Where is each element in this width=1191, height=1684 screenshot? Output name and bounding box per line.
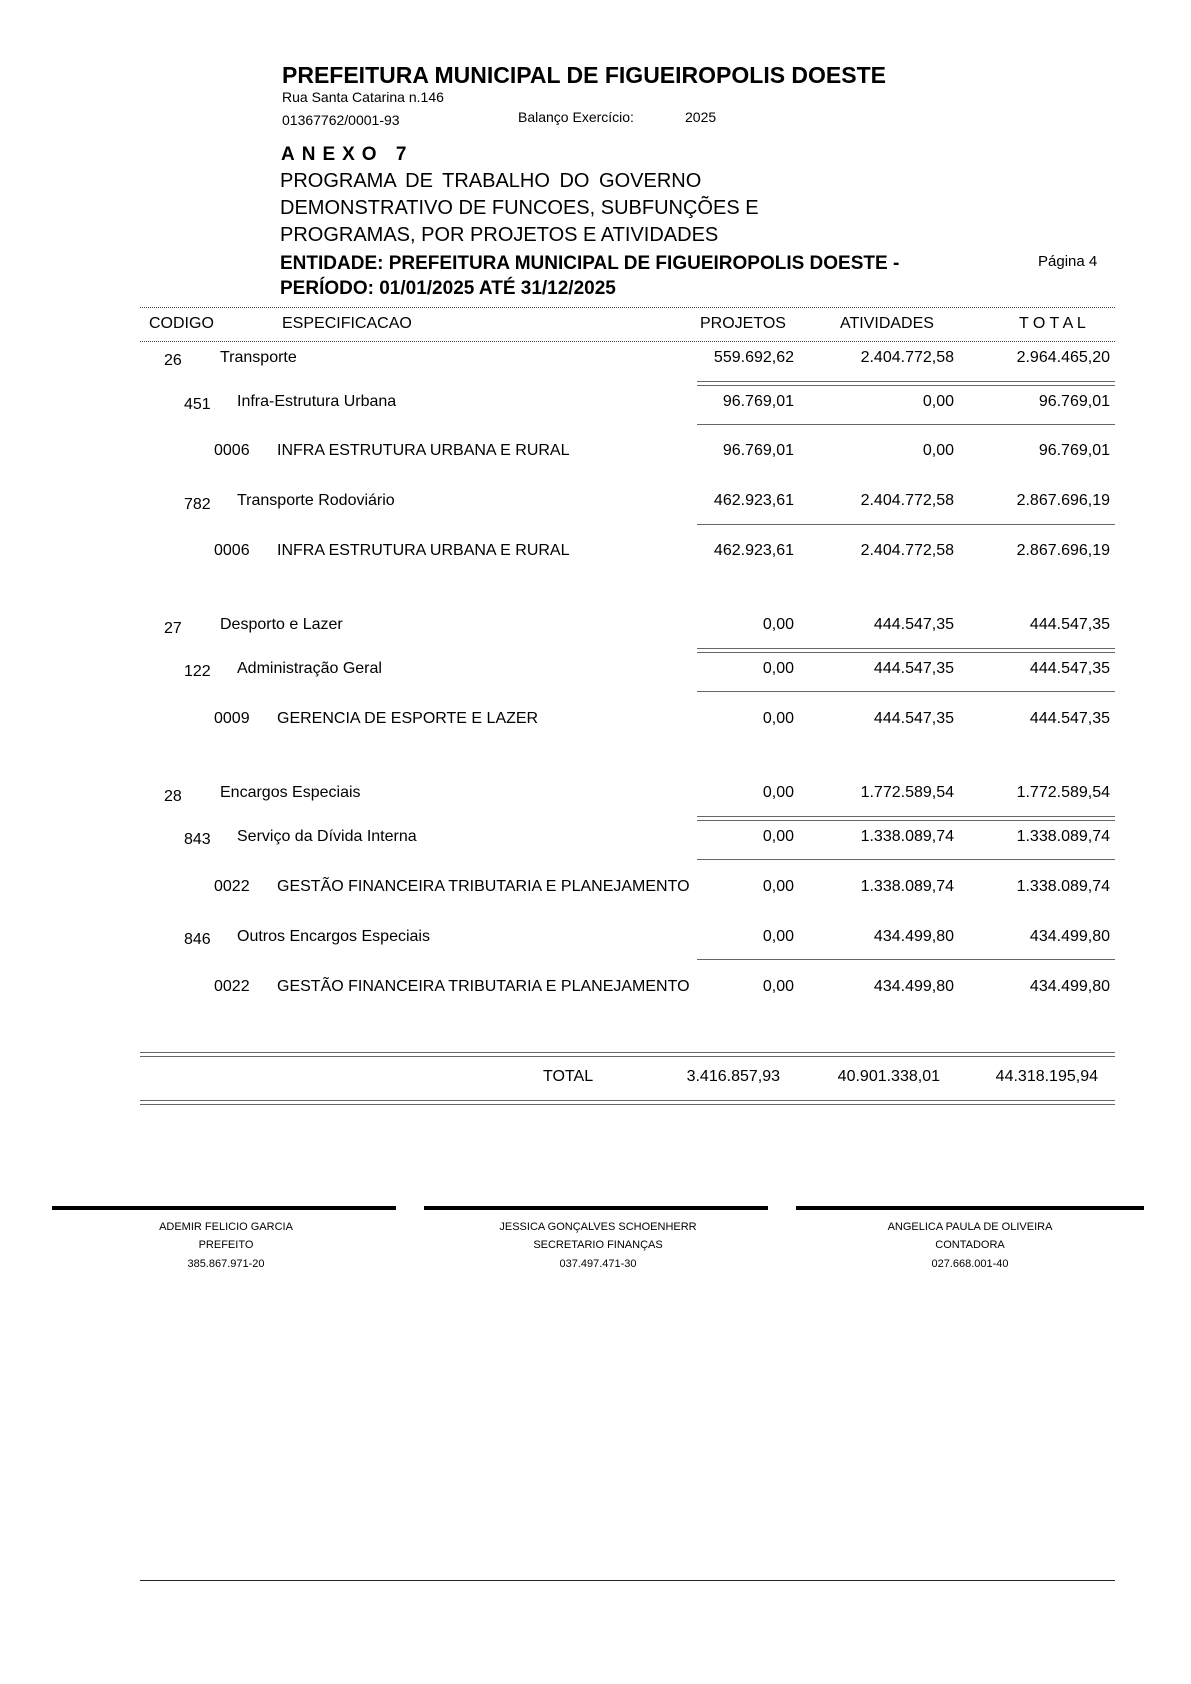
row-code: 26 <box>164 352 182 369</box>
totals-bottom-rule <box>140 1100 1115 1105</box>
row-total: 1.338.089,74 <box>1016 828 1110 845</box>
col-projects: PROJETOS <box>700 315 786 332</box>
exercise-year: 2025 <box>685 109 717 125</box>
row-desc: Desporto e Lazer <box>220 616 343 633</box>
header-bottom-rule <box>140 341 1115 342</box>
row-atividades: 1.338.089,74 <box>860 878 954 895</box>
signature-role: PREFEITO <box>198 1239 254 1251</box>
exercise-label: Balanço Exercício: <box>518 109 634 125</box>
signature-id: 385.867.971-20 <box>187 1258 265 1270</box>
signature-line <box>424 1206 768 1210</box>
row-code: 122 <box>184 663 211 680</box>
row-code: 843 <box>184 831 211 848</box>
row-total: 2.964.465,20 <box>1016 349 1110 366</box>
row-atividades: 444.547,35 <box>873 660 954 677</box>
row-rule <box>697 424 1115 425</box>
row-desc: GERENCIA DE ESPORTE E LAZER <box>277 710 539 727</box>
signature-role: SECRETARIO FINANÇAS <box>533 1239 663 1251</box>
signature-line <box>52 1206 396 1210</box>
totals-top-rule <box>140 1052 1115 1057</box>
col-code: CODIGO <box>149 315 214 332</box>
totals-projetos: 3.416.857,93 <box>686 1068 780 1085</box>
subtitle-1: PROGRAMA DE TRABALHO DO GOVERNO <box>280 170 702 192</box>
cnpj: 01367762/0001-93 <box>282 112 400 128</box>
signature-name: ANGELICA PAULA DE OLIVEIRA <box>887 1221 1053 1233</box>
page-title: PREFEITURA MUNICIPAL DE FIGUEIROPOLIS DOESTE <box>282 62 887 88</box>
row-total: 2.867.696,19 <box>1016 492 1110 509</box>
signature-name: JESSICA GONÇALVES SCHOENHERR <box>499 1221 697 1233</box>
row-projetos: 0,00 <box>762 616 794 633</box>
row-atividades: 434.499,80 <box>873 928 954 945</box>
row-projetos: 0,00 <box>762 710 794 727</box>
row-total: 96.769,01 <box>1038 393 1110 410</box>
row-desc: INFRA ESTRUTURA URBANA E RURAL <box>277 542 570 559</box>
row-rule <box>697 524 1115 525</box>
footer-rule <box>140 1580 1115 1581</box>
signature-line <box>796 1206 1144 1210</box>
totals-label: TOTAL <box>543 1068 594 1085</box>
row-total: 2.867.696,19 <box>1016 542 1110 559</box>
row-projetos: 0,00 <box>762 978 794 995</box>
header-top-rule <box>140 307 1115 308</box>
row-atividades: 444.547,35 <box>873 616 954 633</box>
row-code: 28 <box>164 788 182 805</box>
row-desc: Encargos Especiais <box>220 784 361 801</box>
row-projetos: 96.769,01 <box>722 393 794 410</box>
row-projetos: 0,00 <box>762 828 794 845</box>
signature-id: 027.668.001-40 <box>931 1258 1009 1270</box>
row-total: 1.338.089,74 <box>1016 878 1110 895</box>
row-code: 0022 <box>214 978 250 995</box>
row-projetos: 0,00 <box>762 878 794 895</box>
row-desc: Administração Geral <box>237 660 382 677</box>
row-projetos: 462.923,61 <box>713 542 794 559</box>
row-rule <box>697 691 1115 692</box>
row-double-rule <box>697 381 1115 386</box>
row-atividades: 2.404.772,58 <box>860 349 954 366</box>
row-projetos: 462.923,61 <box>713 492 794 509</box>
row-atividades: 0,00 <box>922 442 954 459</box>
row-desc: Serviço da Dívida Interna <box>237 828 417 845</box>
page-number: Página 4 <box>1038 253 1098 270</box>
entity-line: ENTIDADE: PREFEITURA MUNICIPAL DE FIGUEIROPOLIS DOESTE - <box>280 253 900 274</box>
annex-title: ANEXO 7 <box>281 144 414 165</box>
row-total: 1.772.589,54 <box>1016 784 1110 801</box>
row-projetos: 96.769,01 <box>722 442 794 459</box>
row-rule <box>697 959 1115 960</box>
row-atividades: 2.404.772,58 <box>860 492 954 509</box>
address: Rua Santa Catarina n.146 <box>282 89 444 105</box>
row-code: 451 <box>184 396 211 413</box>
row-total: 444.547,35 <box>1029 660 1110 677</box>
row-code: 782 <box>184 496 211 513</box>
row-desc: GESTÃO FINANCEIRA TRIBUTARIA E PLANEJAMENTO <box>277 878 690 895</box>
subtitle-3: PROGRAMAS, POR PROJETOS E ATIVIDADES <box>280 224 719 246</box>
row-desc: Outros Encargos Especiais <box>237 928 430 945</box>
signature-role: CONTADORA <box>935 1239 1005 1251</box>
row-atividades: 444.547,35 <box>873 710 954 727</box>
row-desc: Infra-Estrutura Urbana <box>237 393 397 410</box>
col-activities: ATIVIDADES <box>840 315 934 332</box>
row-desc: Transporte Rodoviário <box>237 492 395 509</box>
row-total: 444.547,35 <box>1029 710 1110 727</box>
row-projetos: 559.692,62 <box>713 349 794 366</box>
row-desc: INFRA ESTRUTURA URBANA E RURAL <box>277 442 570 459</box>
row-code: 0006 <box>214 542 250 559</box>
row-code: 0009 <box>214 710 250 727</box>
signature-id: 037.497.471-30 <box>559 1258 637 1270</box>
totals-atividades: 40.901.338,01 <box>837 1068 940 1085</box>
row-desc: Transporte <box>220 349 297 366</box>
row-projetos: 0,00 <box>762 928 794 945</box>
row-atividades: 1.772.589,54 <box>860 784 954 801</box>
row-projetos: 0,00 <box>762 784 794 801</box>
row-total: 434.499,80 <box>1029 928 1110 945</box>
row-projetos: 0,00 <box>762 660 794 677</box>
row-code: 27 <box>164 620 182 637</box>
totals-total: 44.318.195,94 <box>995 1068 1098 1085</box>
row-atividades: 434.499,80 <box>873 978 954 995</box>
row-rule <box>697 859 1115 860</box>
row-atividades: 1.338.089,74 <box>860 828 954 845</box>
row-total: 444.547,35 <box>1029 616 1110 633</box>
row-code: 0006 <box>214 442 250 459</box>
row-atividades: 2.404.772,58 <box>860 542 954 559</box>
period-line: PERÍODO: 01/01/2025 ATÉ 31/12/2025 <box>280 278 616 299</box>
col-spec: ESPECIFICACAO <box>282 315 412 332</box>
row-code: 0022 <box>214 878 250 895</box>
row-double-rule <box>697 648 1115 653</box>
signature-name: ADEMIR FELICIO GARCIA <box>159 1221 293 1233</box>
row-atividades: 0,00 <box>922 393 954 410</box>
row-total: 434.499,80 <box>1029 978 1110 995</box>
row-code: 846 <box>184 931 211 948</box>
col-total: T O T A L <box>1019 315 1086 332</box>
subtitle-2: DEMONSTRATIVO DE FUNCOES, SUBFUNÇÕES E <box>280 197 759 219</box>
row-double-rule <box>697 816 1115 821</box>
row-desc: GESTÃO FINANCEIRA TRIBUTARIA E PLANEJAMENTO <box>277 978 690 995</box>
row-total: 96.769,01 <box>1038 442 1110 459</box>
